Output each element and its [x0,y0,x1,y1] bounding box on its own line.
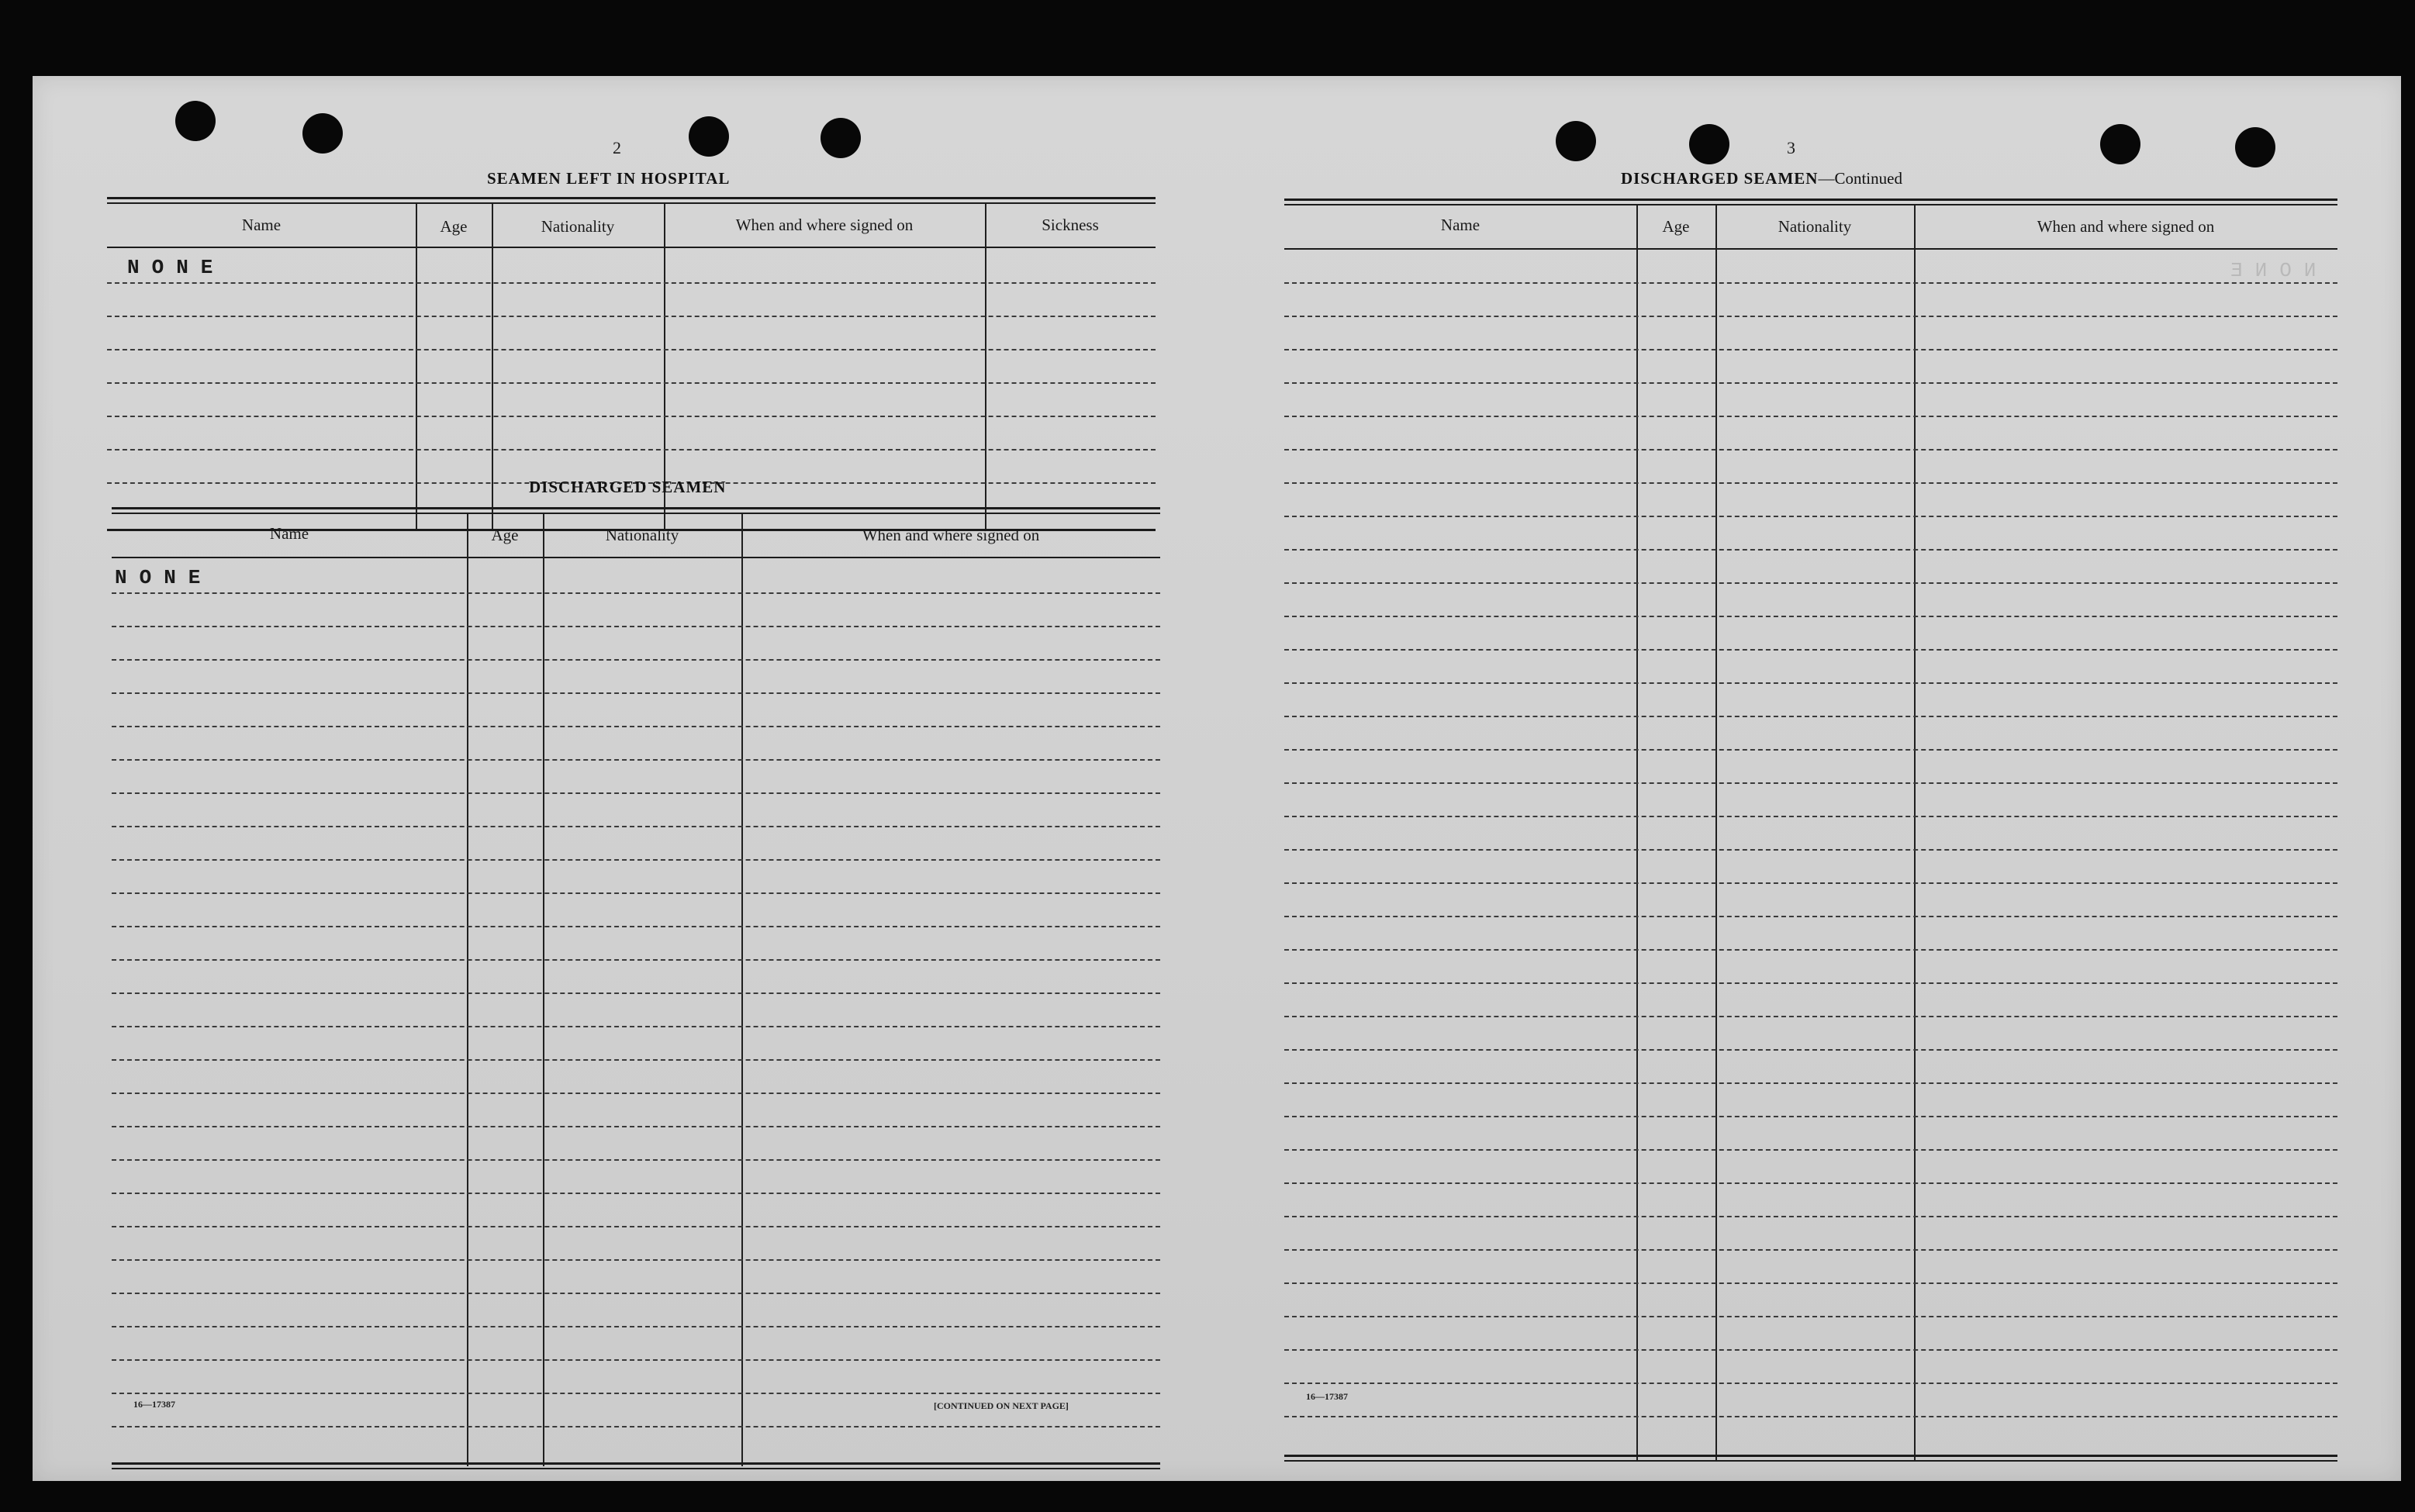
section-rule [112,1468,1160,1469]
row-line [1284,1282,2337,1284]
punch-hole [175,101,216,141]
row-line [1284,1416,2337,1417]
row-line [107,416,1156,417]
row-line [107,282,1156,284]
row-line [112,1326,1160,1327]
section-rule [1284,1455,2337,1457]
column-divider [543,514,544,1466]
row-line [112,1293,1160,1294]
row-line [1284,582,2337,584]
section-rule [112,507,1160,509]
row-line [1284,1249,2337,1251]
row-line [1284,782,2337,784]
page-number: 2 [613,138,621,157]
column-header-nationality: Nationality [1778,217,1852,236]
punch-hole [1556,121,1596,161]
row-line [107,316,1156,317]
column-header-name: Name [269,524,309,543]
row-line [1284,749,2337,751]
row-line [1284,1316,2337,1317]
column-divider [416,204,417,530]
row-line [1284,416,2337,417]
hospital-entry: NONE [127,256,226,279]
punch-hole [821,118,861,158]
column-header-signed-on: When and where signed on [2037,217,2215,236]
row-line [1284,949,2337,951]
column-header-age: Age [491,526,519,544]
row-line [1284,916,2337,917]
header-rule [107,247,1156,248]
form-number: 16—17387 [133,1399,175,1410]
row-line [112,1259,1160,1261]
punch-hole [689,116,729,157]
row-line [1284,1082,2337,1084]
row-line [1284,1349,2337,1351]
row-line [112,826,1160,827]
column-header-nationality: Nationality [541,217,615,236]
row-line [1284,982,2337,984]
section-rule [1284,1460,2337,1462]
row-line [107,449,1156,450]
section-rule [112,513,1160,514]
row-line [1284,1016,2337,1017]
column-divider [741,514,743,1466]
row-line [112,1126,1160,1127]
column-divider [492,204,493,530]
row-line [112,926,1160,927]
header-rule [112,557,1160,558]
discharged-continued-title [1621,169,1902,188]
row-line [1284,649,2337,651]
section-rule [1284,204,2337,205]
row-line [1284,516,2337,517]
punch-hole [302,113,343,154]
row-line [112,1359,1160,1361]
column-header-age: Age [1662,217,1690,236]
discharged-section-title: DISCHARGED SEAMEN [529,478,727,496]
column-header-age: Age [440,217,468,236]
row-line [1284,282,2337,284]
column-header-signed-on: When and where signed on [862,526,1040,544]
row-line [1284,549,2337,551]
section-rule [112,1462,1160,1465]
row-line [112,659,1160,661]
row-line [1284,1216,2337,1217]
row-line [112,1059,1160,1061]
row-line [112,1026,1160,1027]
row-line [112,959,1160,961]
title-main: DISCHARGED SEAMEN [1621,169,1819,188]
document-sheet [33,76,2401,1481]
row-line [107,382,1156,384]
section-rule [1284,198,2337,201]
column-divider [467,514,468,1466]
row-line [112,759,1160,761]
row-line [1284,449,2337,450]
row-line [107,349,1156,350]
column-divider [1914,205,1916,1460]
column-header-sickness: Sickness [1042,216,1099,234]
row-line [112,1393,1160,1394]
row-line [112,859,1160,861]
row-line [112,626,1160,627]
punch-hole [1689,124,1729,164]
column-header-signed-on: When and where signed on [735,216,914,234]
row-line [112,1426,1160,1427]
column-divider [1715,205,1717,1460]
page-number: 3 [1787,138,1795,157]
hospital-section-title: SEAMEN LEFT IN HOSPITAL [487,169,731,188]
column-header-nationality: Nationality [605,526,679,544]
title-suffix: —Continued [1818,169,1902,188]
column-divider [985,204,986,530]
row-line [112,592,1160,594]
row-line [1284,1383,2337,1384]
form-number: 16—17387 [1306,1391,1348,1402]
column-header-name: Name [1440,216,1480,234]
row-line [1284,1049,2337,1051]
row-line [112,1093,1160,1094]
section-rule [107,197,1156,199]
row-line [1284,316,2337,317]
row-line [1284,882,2337,884]
row-line [1284,682,2337,684]
row-line [112,792,1160,794]
row-line [1284,349,2337,350]
row-line [112,1193,1160,1194]
row-line [1284,1149,2337,1151]
discharged-entry: NONE [115,566,213,589]
row-line [1284,1116,2337,1117]
row-line [112,1159,1160,1161]
row-line [1284,849,2337,851]
row-line [1284,816,2337,817]
column-header-name: Name [241,216,282,234]
row-line [112,992,1160,994]
bleed-through-text: NONE [2218,259,2317,282]
row-line [112,692,1160,694]
punch-hole [2100,124,2140,164]
row-line [112,726,1160,727]
punch-hole [2235,127,2275,167]
row-line [1284,382,2337,384]
row-line [1284,1182,2337,1184]
header-rule [1284,248,2337,250]
row-line [112,1226,1160,1227]
column-divider [1636,205,1638,1460]
row-line [1284,716,2337,717]
continued-note: [CONTINUED ON NEXT PAGE] [934,1400,1069,1411]
row-line [1284,482,2337,484]
section-rule [107,202,1156,204]
row-line [112,892,1160,894]
row-line [1284,616,2337,617]
